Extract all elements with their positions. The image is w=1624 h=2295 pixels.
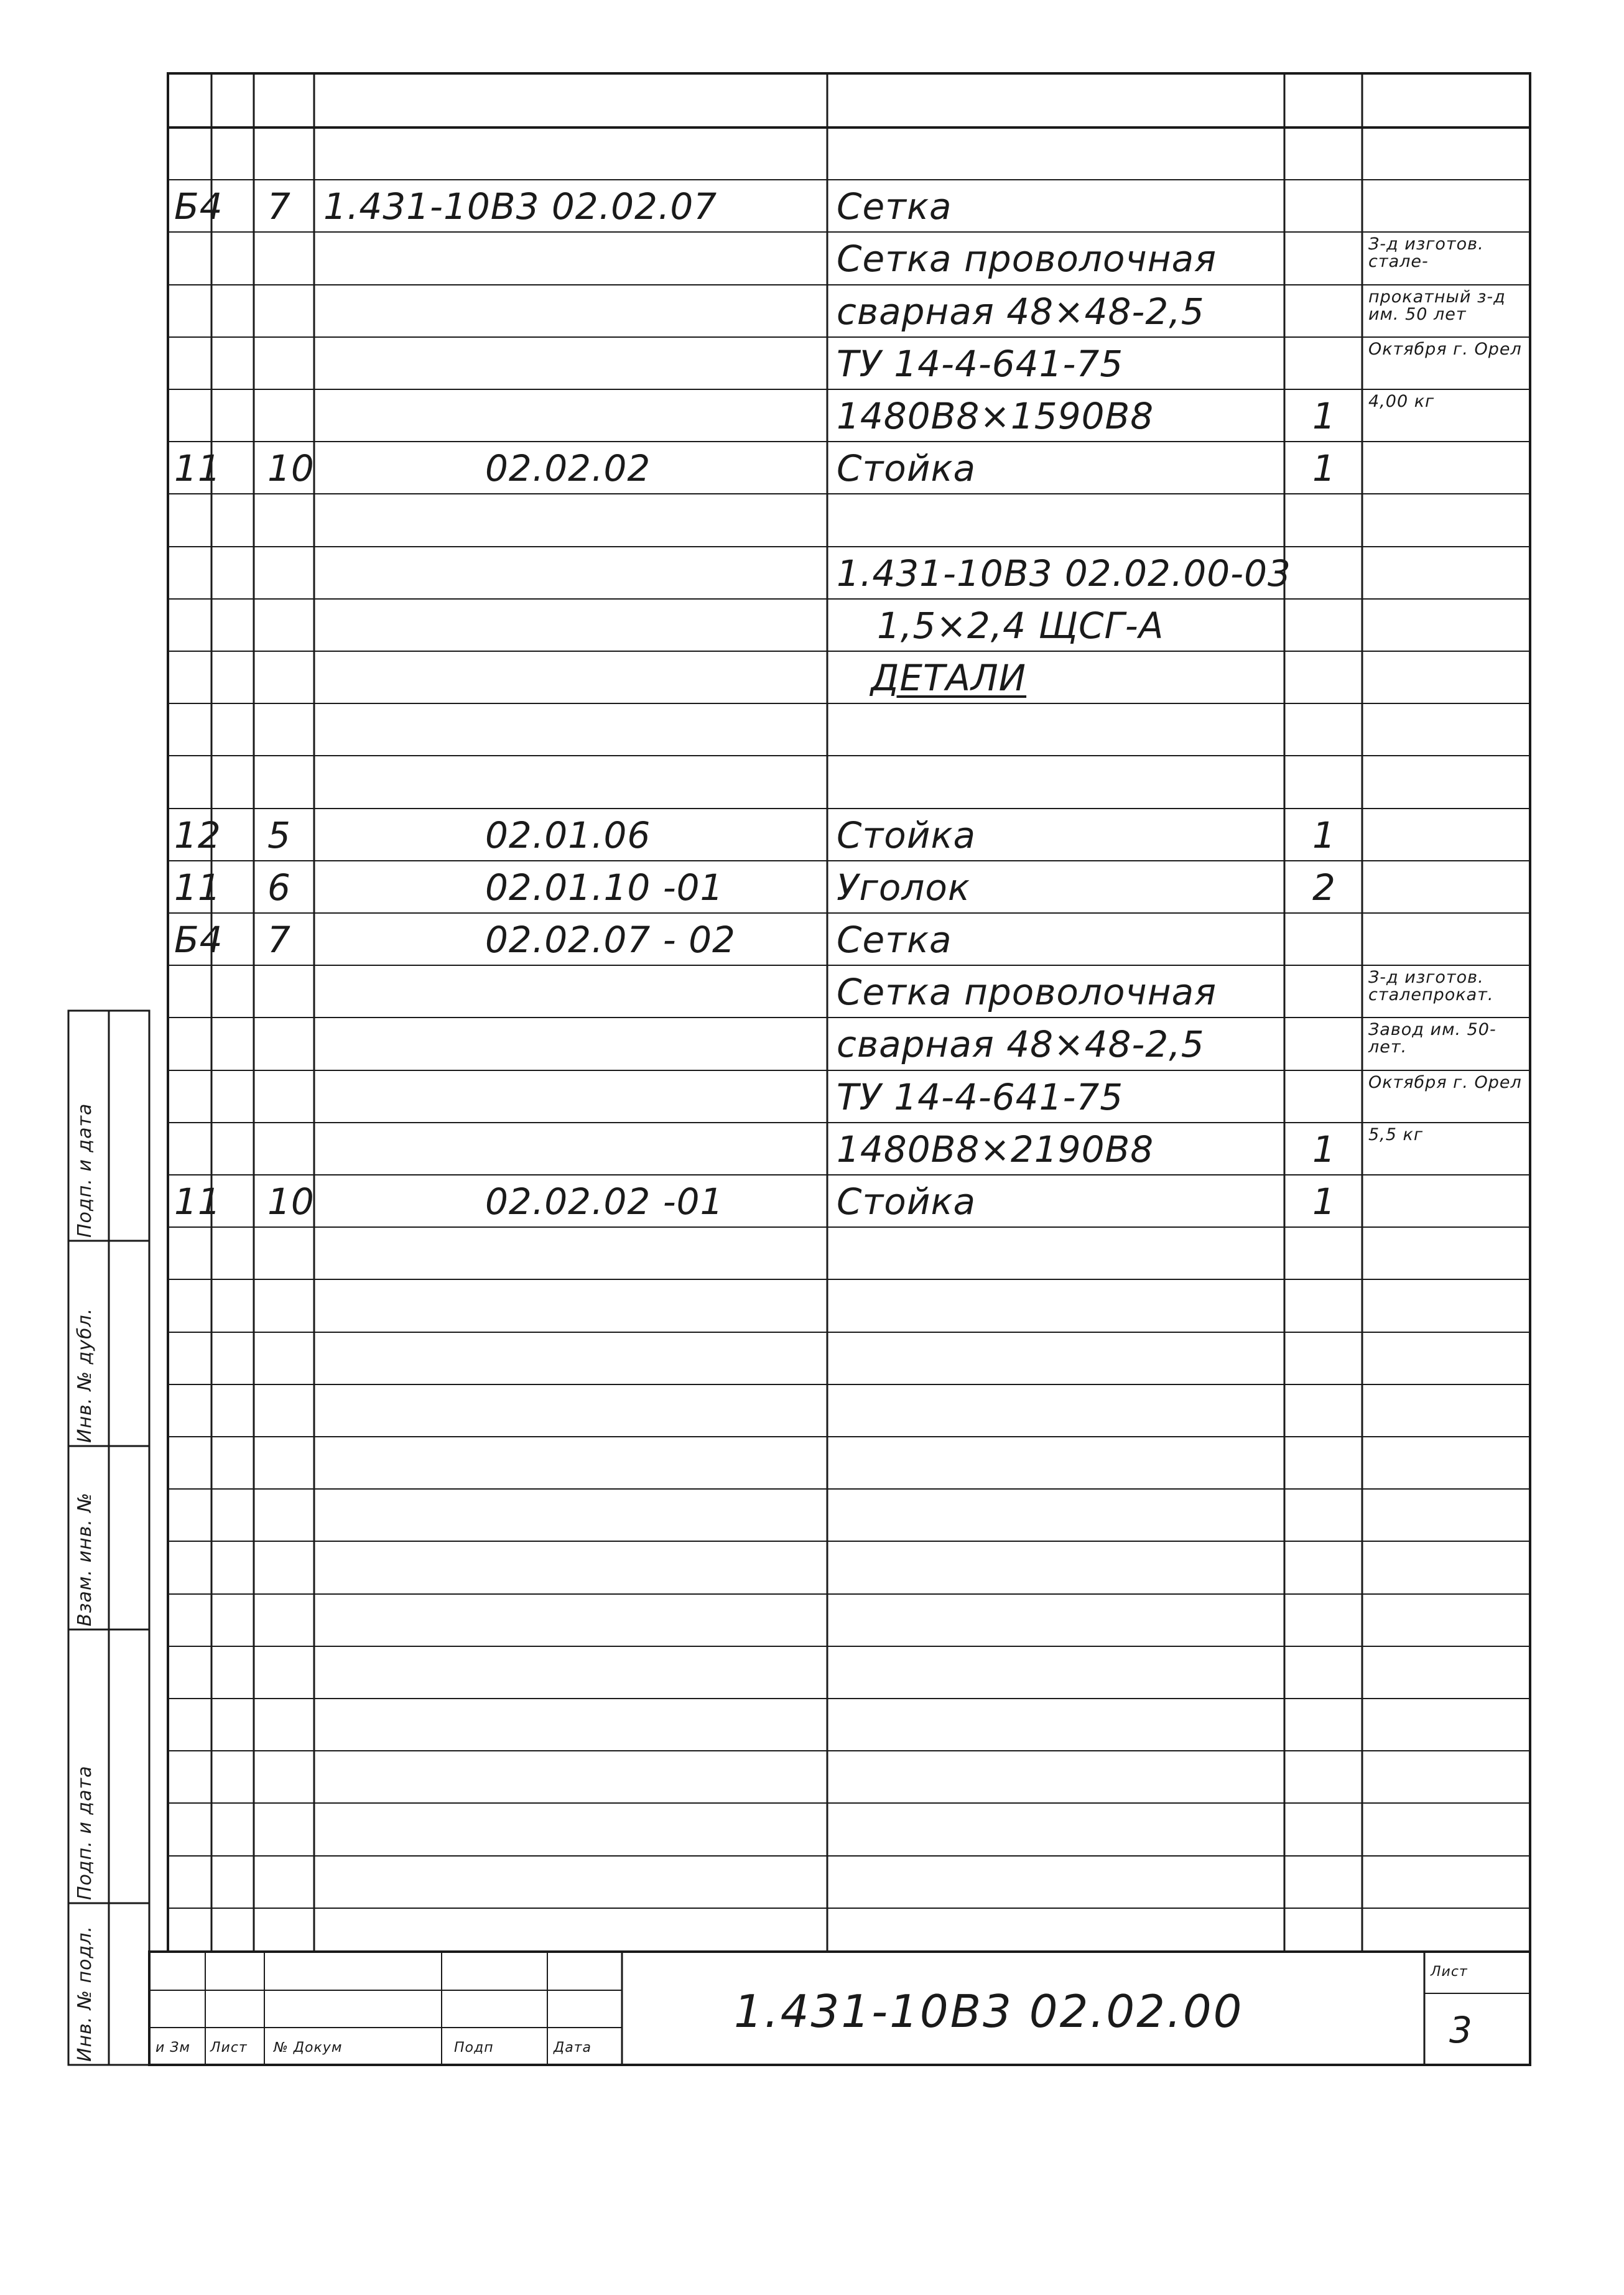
cell-note: Октября г. Орел bbox=[1368, 340, 1522, 359]
cell-pos: 7 bbox=[267, 919, 291, 961]
cell-name: 1480В8×2190В8 bbox=[837, 1128, 1154, 1171]
cell-format: 11 bbox=[174, 1180, 221, 1223]
cell-name: 1,5×2,4 ЩСГ-А bbox=[877, 605, 1164, 647]
stamp-col-sign: Подп bbox=[454, 2040, 494, 2056]
cell-format: 11 bbox=[174, 866, 221, 909]
cell-name: ТУ 14-4-641-75 bbox=[837, 343, 1124, 385]
cell-name: сварная 48×48-2,5 bbox=[837, 290, 1205, 333]
cell-name: сварная 48×48-2,5 bbox=[837, 1023, 1205, 1065]
cell-name: Стойка bbox=[837, 447, 977, 489]
cell-pos: 10 bbox=[267, 1180, 315, 1223]
cell-name: 1480В8×1590В8 bbox=[837, 395, 1154, 437]
cell-note: прокатный з-д им. 50 лет bbox=[1368, 287, 1506, 325]
cell-name: Стойка bbox=[837, 814, 977, 856]
cell-note: 4,00 кг bbox=[1368, 392, 1435, 411]
cell-format: 12 bbox=[174, 814, 221, 856]
cell-note: З-д изготов. сталепрокат. bbox=[1368, 968, 1494, 1005]
cell-format: Б4 bbox=[174, 185, 223, 228]
cell-designation: 02.01.10 -01 bbox=[485, 866, 724, 909]
cell-qty: 2 bbox=[1312, 866, 1336, 909]
cell-name: Стойка bbox=[837, 1180, 977, 1223]
side-label-2: Инв. № дубл. bbox=[74, 1307, 96, 1443]
cell-qty: 1 bbox=[1312, 395, 1336, 437]
cell-note: Завод им. 50-лет. bbox=[1368, 1020, 1496, 1057]
cell-designation: 02.02.02 bbox=[485, 447, 651, 489]
cell-name: Сетка bbox=[837, 919, 952, 961]
side-label-1: Подп. и дата bbox=[74, 1103, 96, 1238]
cell-designation: 02.01.06 bbox=[485, 814, 651, 856]
stamp-col-date: Дата bbox=[554, 2040, 592, 2056]
document-designation: 1.431-10В3 02.02.00 bbox=[734, 1985, 1244, 2038]
cell-pos: 6 bbox=[267, 866, 291, 909]
sheet-number: 3 bbox=[1449, 2009, 1473, 2051]
cell-note: Октября г. Орел bbox=[1368, 1073, 1522, 1092]
side-label-3: Взам. инв. № bbox=[74, 1492, 96, 1626]
cell-designation: 02.02.02 -01 bbox=[485, 1180, 724, 1223]
cell-name: ДЕТАЛИ bbox=[871, 657, 1027, 699]
cell-designation: 02.02.07 - 02 bbox=[485, 919, 736, 961]
stamp-col-izm: и Зм bbox=[155, 2040, 190, 2056]
side-label-4: Подп. и дата bbox=[74, 1765, 96, 1900]
cell-format: 11 bbox=[174, 447, 221, 489]
cell-qty: 1 bbox=[1312, 814, 1336, 856]
cell-pos: 7 bbox=[267, 185, 291, 228]
cell-name: 1.431-10В3 02.02.00-03 bbox=[837, 552, 1291, 595]
cell-pos: 10 bbox=[267, 447, 315, 489]
cell-note: З-д изготов. стале- bbox=[1368, 234, 1484, 272]
cell-pos: 5 bbox=[267, 814, 291, 856]
cell-name: Сетка bbox=[837, 185, 952, 228]
cell-name: ТУ 14-4-641-75 bbox=[837, 1076, 1124, 1118]
cell-name: Сетка проволочная bbox=[837, 971, 1217, 1013]
cell-qty: 1 bbox=[1312, 1180, 1336, 1223]
cell-designation: 1.431-10В3 02.02.07 bbox=[323, 185, 718, 228]
sheet-label: Лист bbox=[1431, 1964, 1468, 1980]
cell-qty: 1 bbox=[1312, 447, 1336, 489]
cell-name: Сетка проволочная bbox=[837, 238, 1217, 280]
stamp-col-doc: № Докум bbox=[274, 2040, 343, 2056]
cell-name: Уголок bbox=[837, 866, 970, 909]
side-label-5: Инв. № подл. bbox=[74, 1926, 96, 2062]
stamp-col-list: Лист bbox=[210, 2040, 248, 2056]
cell-note: 5,5 кг bbox=[1368, 1125, 1424, 1144]
cell-qty: 1 bbox=[1312, 1128, 1336, 1171]
cell-format: Б4 bbox=[174, 919, 223, 961]
